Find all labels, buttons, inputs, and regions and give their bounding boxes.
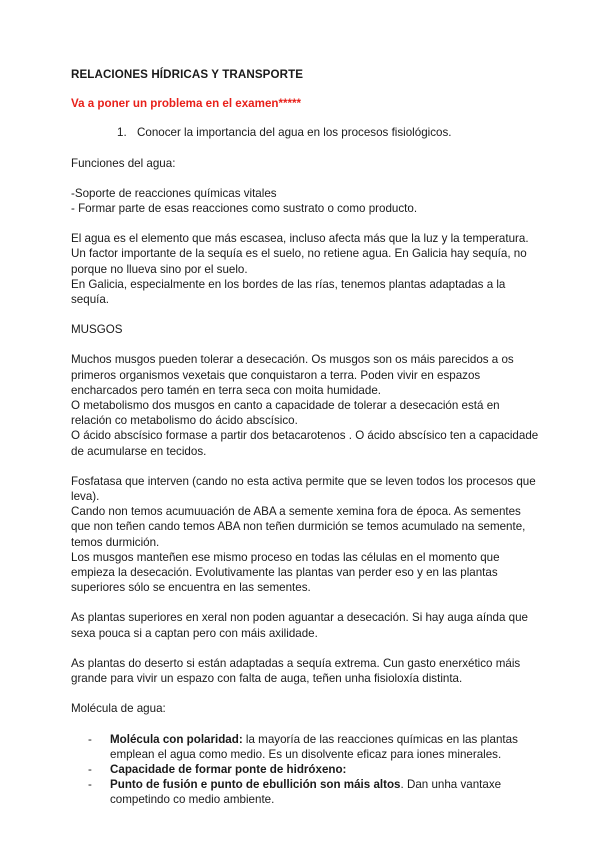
list-number: 1. xyxy=(117,126,127,140)
bullet-item xyxy=(71,777,540,807)
paragraph-agua-3: En Galicia, especialmente en los bordes de las rías, tenemos plantas adaptadas a la sequía. xyxy=(71,277,506,307)
bullet-dash: - xyxy=(88,732,92,746)
bullet-dash: - xyxy=(88,762,92,776)
bullet-item xyxy=(71,762,540,777)
numbered-list-item xyxy=(71,125,540,140)
funciones-heading: Funciones del agua: xyxy=(71,156,176,170)
list-text: Conocer la importancia del agua en los procesos fisiológicos. xyxy=(137,126,452,140)
paragraph-musgos-1: Muchos musgos pueden tolerar a desecación. Os musgos son os máis parecidos a os primeros organismos vexetais que conquistaron a terra. Poden vivir en espazos encharcados pero tamén en terra seca con moita humidade. xyxy=(71,353,514,397)
paragraph-fosfatasa-3: Los musgos manteñen ese mismo proceso en todas las células en el momento que empieza la desecación. Evolutivamente las plantas van perder eso y en las plantas superiores sólo se encuentra en las sementes. xyxy=(71,550,500,595)
bullet-dash: - xyxy=(88,778,92,792)
paragraph-fosfatasa-1: Fosfatasa que interven (cando no esta activa permite que se leven todos los procesos que leva). xyxy=(71,474,536,504)
bullet-text: la mayoría de las reacciones químicas en las plantas emplean el agua como medio. Es un disolvente eficaz para iones minerales. xyxy=(110,732,518,761)
bullet-text: . Dan unha vantaxe competindo co medio ambiente. xyxy=(110,778,502,807)
musgos-heading: MUSGOS xyxy=(71,323,123,337)
bullet-bold: Molécula con polaridad: xyxy=(110,732,243,746)
funciones-line-2: - Formar parte de esas reacciones como sustrato o como producto. xyxy=(71,202,418,216)
bullet-bold: Punto de fusión e punto de ebullición son máis altos xyxy=(110,778,401,792)
exam-warning: Va a poner un problema en el examen***** xyxy=(71,97,302,111)
paragraph-agua-2: Un factor importante de la sequía es el suelo, no retiene agua. En Galicia hay sequía, no porque no llueva sino por el suelo. xyxy=(71,247,527,276)
paragraph-superiores: As plantas superiores en xeral non poden aguantar a desecación. Si hay auga aínda que sexa pouca si a captan pero con máis axilidade. xyxy=(71,611,528,640)
paragraph-fosfatasa-2: Cando non temos acumuuación de ABA a semente xemina fora de época. As sementes que non teñen cando temos ABA non teñen durmición se temos acumulado na semente, temos durmición. xyxy=(71,505,526,549)
funciones-line-1: -Soporte de reacciones químicas vitales xyxy=(71,186,277,200)
molecula-heading: Molécula de agua: xyxy=(71,702,166,716)
paragraph-agua-1: El agua es el elemento que más escasea, incluso afecta más que la luz y la temperatura. xyxy=(71,232,529,246)
paragraph-musgos-3: O ácido abscísico formase a partir dos betacarotenos . O ácido abscísico ten a capacidade de acumularse en tecidos. xyxy=(71,429,539,458)
document-title: RELACIONES HÍDRICAS Y TRANSPORTE xyxy=(71,68,304,81)
paragraph-deserto: As plantas do deserto si están adaptadas a sequía extrema. Cun gasto enerxético máis grande para vivir un espazo con falta de auga, teñen unha fisioloxía distinta. xyxy=(71,656,521,686)
bullet-item xyxy=(71,732,540,762)
paragraph-musgos-2: O metabolismo dos musgos en canto a capacidade de tolerar a desecación está en relación co metabolismo do ácido abscísico. xyxy=(71,399,500,428)
bullet-bold: Capacidade de formar ponte de hidróxeno: xyxy=(110,762,347,776)
